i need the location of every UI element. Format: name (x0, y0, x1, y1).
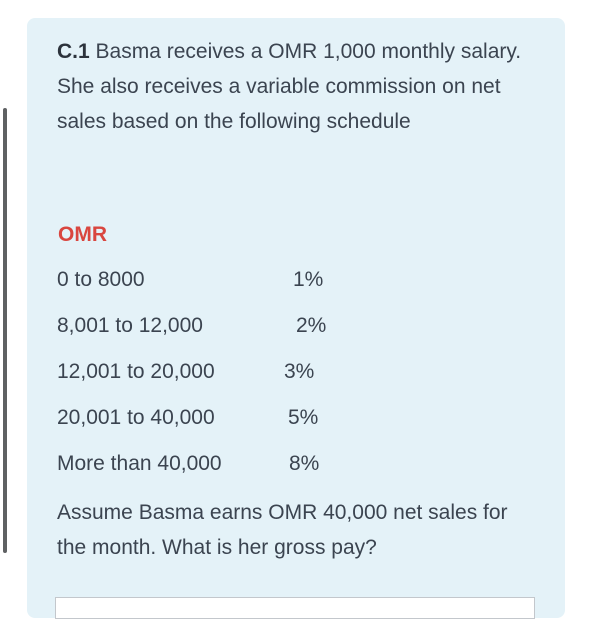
schedule-row (57, 406, 357, 434)
schedule-range: 12,001 to 20,000 (57, 360, 215, 383)
schedule-range: More than 40,000 (57, 452, 222, 475)
schedule-range: 0 to 8000 (57, 268, 145, 291)
question-body: Basma receives a OMR 1,000 monthly salary. She also receives a variable commission on net sales based on the following schedule (57, 40, 522, 133)
answer-input[interactable] (55, 597, 535, 619)
schedule-rate: 2% (296, 314, 327, 337)
schedule-rate: 8% (289, 452, 320, 475)
schedule-row (57, 452, 357, 480)
question-prompt: Assume Basma earns OMR 40,000 net sales for the month. What is her gross pay? (57, 501, 508, 559)
schedule-rate: 3% (284, 360, 315, 383)
question-number: C.1 (57, 40, 90, 63)
question-text (57, 34, 527, 139)
schedule-range: 20,001 to 40,000 (57, 406, 215, 429)
page-scrollbar[interactable] (3, 108, 7, 553)
schedule-rate: 5% (288, 406, 319, 429)
schedule-row (57, 314, 357, 342)
schedule-heading: OMR (58, 223, 107, 246)
schedule-row (57, 268, 357, 296)
schedule-row (57, 360, 357, 388)
schedule-rate: 1% (293, 268, 324, 291)
schedule-range: 8,001 to 12,000 (57, 314, 203, 337)
